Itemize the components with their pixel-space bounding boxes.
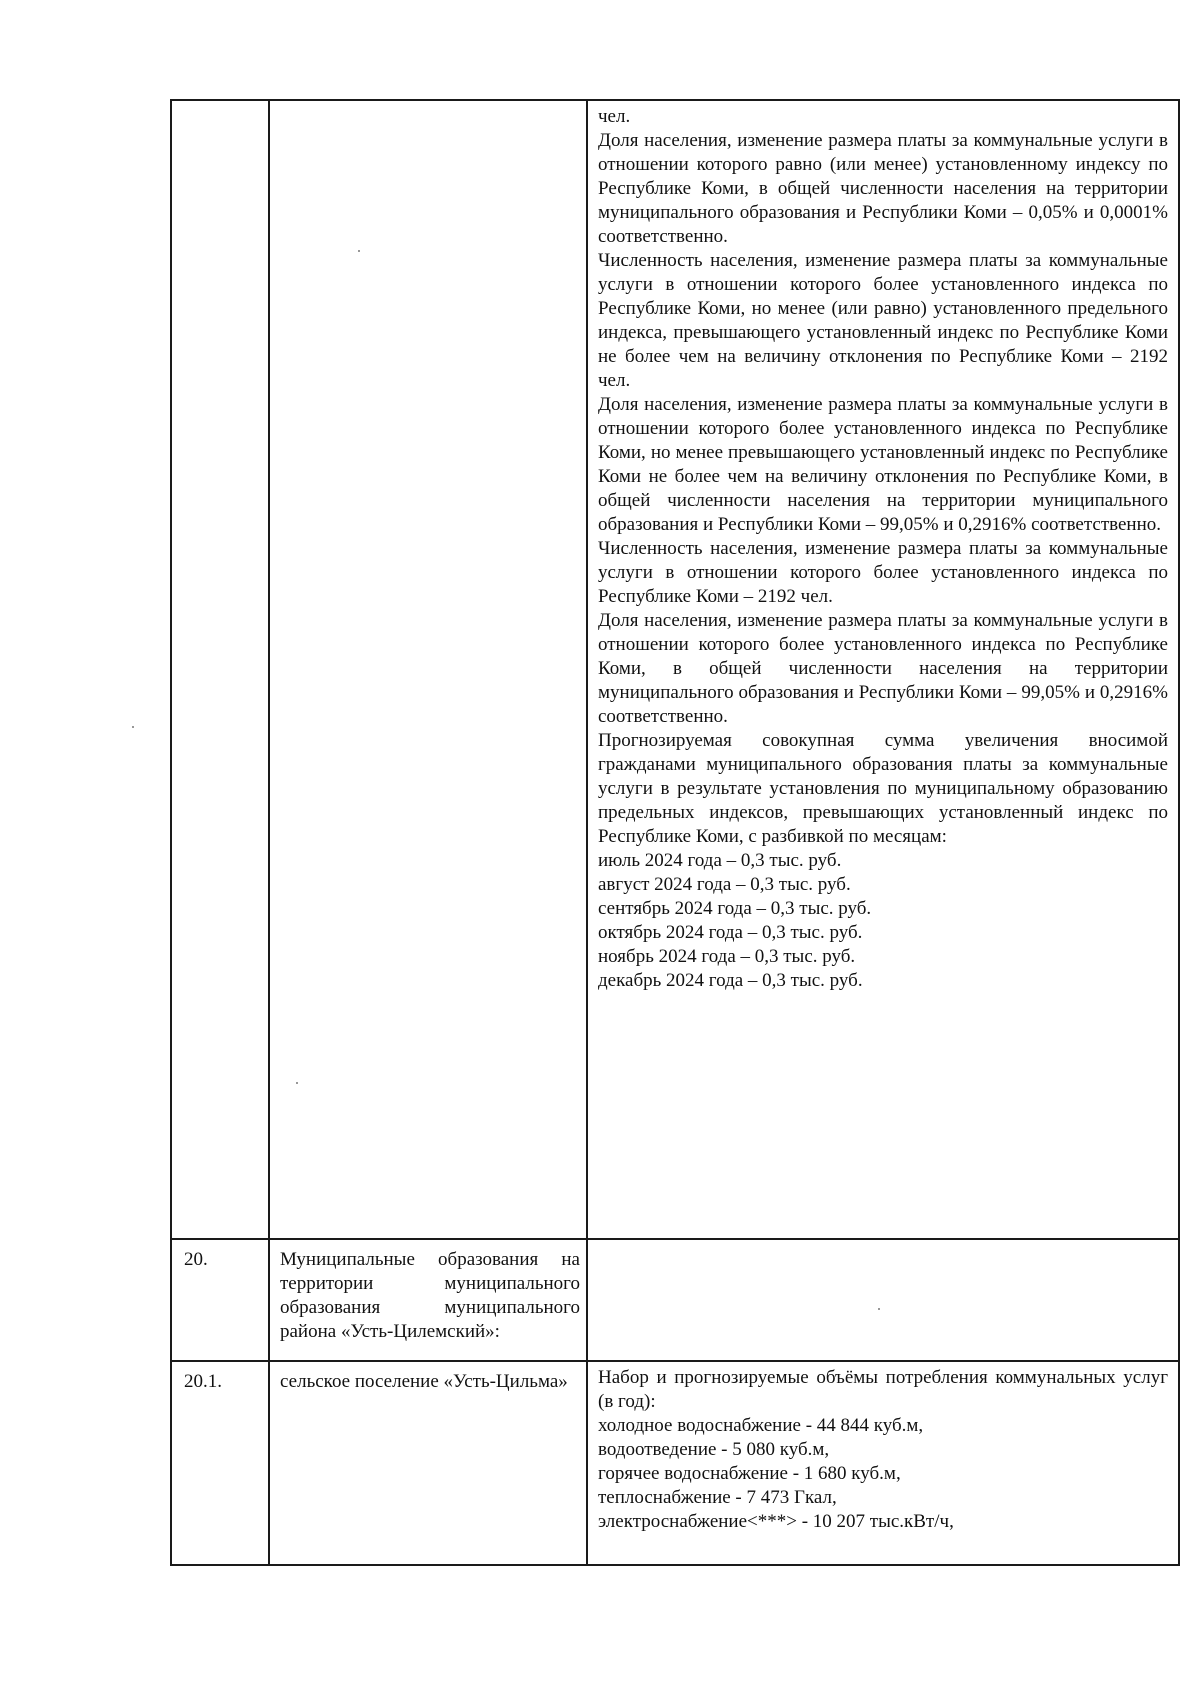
month-amount-line: сентябрь 2024 года – 0,3 тыс. руб. — [598, 898, 872, 919]
municipality-name-text: Муниципальные образования на территории муниципального образования муниципального района «Усть-Цилемский»: — [280, 1249, 580, 1342]
consumption-item: холодное водоснабжение - 44 844 куб.м, — [598, 1415, 924, 1436]
description-paragraph: чел. — [598, 106, 631, 127]
municipality-name-cell — [269, 100, 587, 1239]
description-paragraph: Прогнозируемая совокупная сумма увеличения вносимой гражданами муниципального образования платы за коммунальные услуги в результате установления по муниципальному образованию предельных индексов, превышающих установленный индекс по Республике Коми, с разбивкой по месяцам: — [598, 730, 1168, 847]
row-number-cell: 20. — [171, 1239, 269, 1361]
consumption-intro: Набор и прогнозируемые объёмы потребления коммунальных услуг (в год): — [598, 1367, 1168, 1412]
consumption-item: водоотведение - 5 080 куб.м, — [598, 1439, 830, 1460]
consumption-item: горячее водоснабжение - 1 680 куб.м, — [598, 1463, 901, 1484]
row-number-cell — [171, 100, 269, 1239]
table-row — [171, 1361, 1179, 1565]
description-cell — [587, 100, 1179, 1239]
table-row — [171, 100, 1179, 1239]
consumption-item: теплоснабжение - 7 473 Гкал, — [598, 1487, 837, 1508]
table-row — [171, 1239, 1179, 1361]
scan-speck — [358, 250, 360, 252]
description-paragraph: Численность населения, изменение размера платы за коммунальные услуги в отношении которого более установленного индекса по Республике Коми – 2192 чел. — [598, 538, 1168, 607]
municipal-indices-table — [170, 99, 1180, 1566]
municipality-name-cell — [269, 1239, 587, 1361]
consumption-item: электроснабжение<***> - 10 207 тыс.кВт/ч, — [598, 1511, 954, 1532]
description-paragraph: Численность населения, изменение размера платы за коммунальные услуги в отношении которого более установленного индекса по Республике Коми, но менее (или равно) установленного предельного индекса, превышающего установленный индекс по Республике Коми не более чем на величину отклонения по Республике Коми – 2192 чел. — [598, 250, 1168, 391]
month-amount-line: август 2024 года – 0,3 тыс. руб. — [598, 874, 851, 895]
scan-speck — [132, 726, 134, 728]
month-amount-line: октябрь 2024 года – 0,3 тыс. руб. — [598, 922, 863, 943]
scan-speck — [296, 1082, 298, 1084]
municipality-name-text: сельское поселение «Усть-Цильма» — [280, 1371, 568, 1392]
scan-speck — [878, 1308, 880, 1310]
description-paragraph: Доля населения, изменение размера платы за коммунальные услуги в отношении которого более установленного индекса по Республике Коми, но менее превышающего установленный индекс по Республике Коми не более чем на величину отклонения по Республике Коми, в общей численности населения на территории муниципального образования и Республики Коми – 99,05% и 0,2916% соответственно. — [598, 394, 1168, 535]
description-paragraph: Доля населения, изменение размера платы за коммунальные услуги в отношении которого равно (или менее) установленному индексу по Республике Коми, в общей численности населения на территории муниципального образования и Республики Коми – 0,05% и 0,0001% соответственно. — [598, 130, 1168, 247]
row-number-cell: 20.1. — [171, 1361, 269, 1565]
month-amount-line: ноябрь 2024 года – 0,3 тыс. руб. — [598, 946, 856, 967]
description-cell — [587, 1239, 1179, 1361]
municipality-name-cell — [269, 1361, 587, 1565]
month-amount-line: декабрь 2024 года – 0,3 тыс. руб. — [598, 970, 863, 991]
month-amount-line: июль 2024 года – 0,3 тыс. руб. — [598, 850, 842, 871]
description-cell — [587, 1361, 1179, 1565]
description-paragraph: Доля населения, изменение размера платы за коммунальные услуги в отношении которого более установленного индекса по Республике Коми, в общей численности населения на территории муниципального образования и Республики Коми – 99,05% и 0,2916% соответственно. — [598, 610, 1168, 727]
